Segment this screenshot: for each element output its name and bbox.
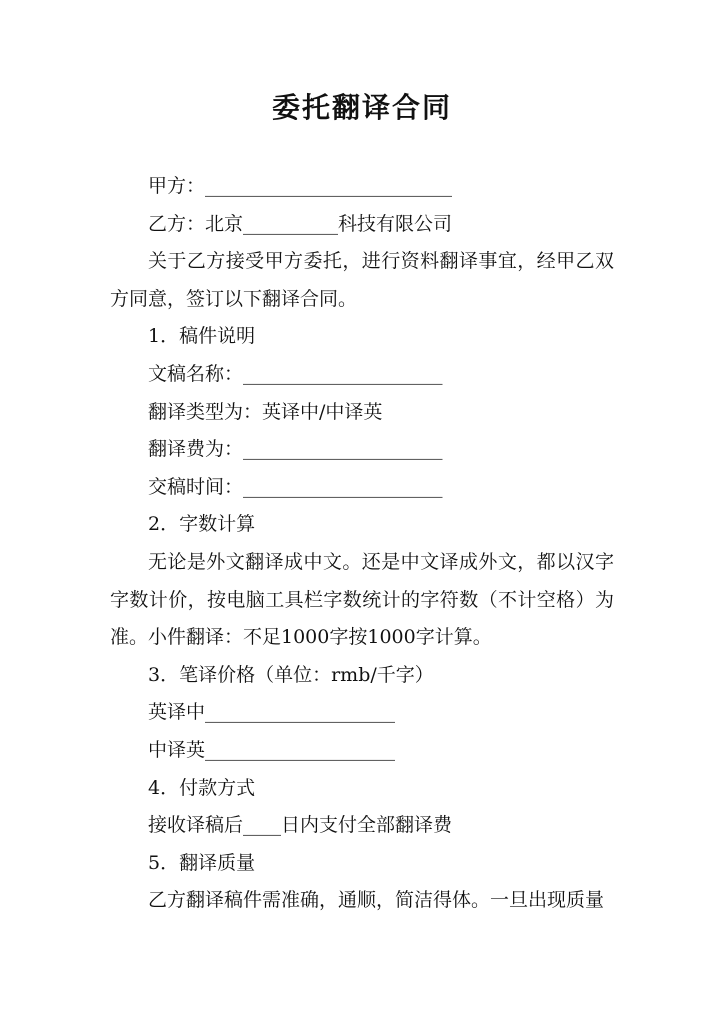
section-4-heading: 4．付款方式 — [148, 776, 256, 799]
fee-line — [110, 431, 614, 469]
payment-suffix: 日内支付全部翻译费 — [281, 814, 453, 837]
fee-blank: _____________________ — [243, 438, 443, 461]
price-en-zh-blank: ____________________ — [205, 701, 396, 724]
deadline-line — [110, 469, 614, 507]
document-body — [110, 168, 614, 920]
party-b-blank: __________ — [243, 212, 339, 235]
doc-name-blank: _____________________ — [243, 362, 443, 385]
payment-label: 接收译稿后 — [148, 814, 244, 837]
party-a-label: 甲方： — [148, 175, 206, 197]
payment-days-blank: ____ — [243, 814, 282, 837]
party-b-label: 乙方：北京 — [148, 212, 244, 235]
count-rule-paragraph: 无论是外文翻译成中文。还是中文译成外文，都以汉字字数计价，按电脑工具栏字数统计的字符数（不计空格）为准。小件翻译：不足1000字按1000字计算。 — [110, 550, 614, 649]
fee-label: 翻译费为： — [148, 438, 244, 461]
document-title: 委托翻译合同 — [271, 91, 452, 124]
translation-type-line: 翻译类型为：英译中/中译英 — [148, 400, 383, 423]
section-1-heading: 1．稿件说明 — [148, 325, 256, 348]
price-zh-en-blank: ____________________ — [205, 738, 396, 761]
section-3-heading: 3．笔译价格（单位：rmb/千字） — [148, 663, 434, 686]
deadline-label: 交稿时间： — [148, 475, 244, 498]
party-a-line — [110, 168, 614, 206]
doc-name-line — [110, 356, 614, 394]
quality-paragraph: 乙方翻译稿件需准确，通顺，简洁得体。一旦出现质量 — [148, 889, 605, 912]
intro-paragraph: 关于乙方接受甲方委托，进行资料翻译事宜，经甲乙双方同意，签订以下翻译合同。 — [110, 250, 614, 310]
section-5-heading: 5．翻译质量 — [148, 851, 256, 874]
section-2-heading: 2．字数计算 — [148, 513, 256, 536]
price-zh-en-line — [110, 732, 614, 770]
doc-name-label: 文稿名称： — [148, 362, 244, 385]
price-zh-en-label: 中译英 — [148, 738, 206, 761]
party-b-company-suffix: 科技有限公司 — [338, 212, 453, 235]
payment-line — [110, 807, 614, 845]
party-b-line — [110, 206, 614, 244]
party-a-blank: __________________________ — [205, 175, 453, 197]
price-en-zh-line — [110, 694, 614, 732]
deadline-blank: _____________________ — [243, 475, 443, 498]
price-en-zh-label: 英译中 — [148, 701, 206, 724]
